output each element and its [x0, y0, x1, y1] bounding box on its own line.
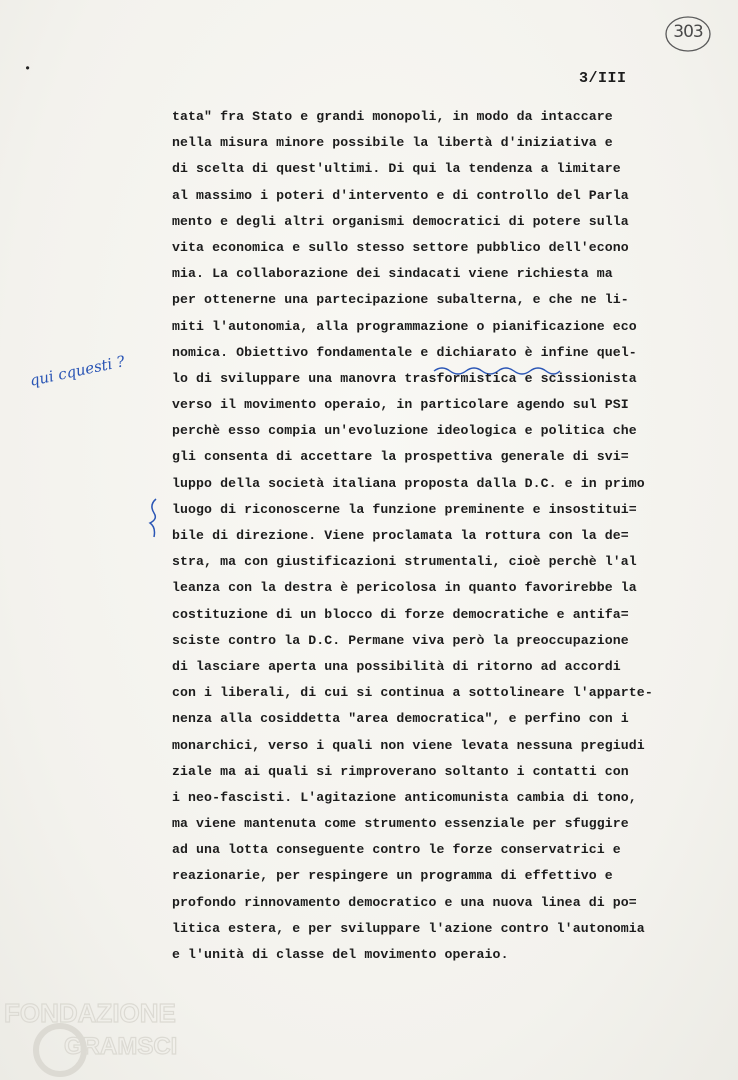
typed-body-text	[172, 104, 712, 968]
text-line: per ottenerne una partecipazione subalterna, e che ne li-	[172, 292, 629, 308]
text-line: di lasciare aperta una possibilità di ritorno ad accordi	[172, 658, 621, 674]
text-line: miti l'autonomia, alla programmazione o pianificazione eco	[172, 318, 637, 334]
watermark-line2: GRAMSCI	[64, 1033, 178, 1060]
folio-stamp	[664, 14, 712, 54]
text-line: luogo di riconoscerne la funzione preminente e insostitui=	[172, 501, 637, 517]
text-line: mento e degli altri organismi democratici di potere sulla	[172, 213, 629, 229]
page-number: 3/III	[579, 70, 627, 87]
text-line: con i liberali, di cui si continua a sottolineare l'apparte-	[172, 685, 653, 701]
text-line: nomica. Obiettivo fondamentale e dichiarato è infine quel-	[172, 344, 637, 360]
text-line: stra, ma con giustificazioni strumentali, cioè perchè l'al	[172, 554, 637, 570]
text-line: profondo rinnovamento democratico e una nuova linea di po=	[172, 894, 637, 910]
margin-bracket-annotation	[146, 497, 160, 539]
text-line: tata" fra Stato e grandi monopoli, in modo da intaccare	[172, 109, 613, 124]
text-line: vita economica e sullo stesso settore pubblico dell'econo	[172, 239, 629, 255]
text-line: ma viene mantenuta come strumento essenziale per sfuggire	[172, 816, 629, 832]
text-line: nella misura minore possibile la libertà d'iniziativa e	[172, 135, 613, 151]
text-line: e l'unità di classe del movimento operaio.	[172, 947, 509, 962]
text-line: mia. La collaborazione dei sindacati viene richiesta ma	[172, 266, 613, 282]
watermark-line1: FONDAZIONE	[4, 998, 176, 1028]
text-line: gli consenta di accettare la prospettiva generale di svi=	[172, 449, 629, 465]
text-line: sciste contro la D.C. Permane viva però la preoccupazione	[172, 632, 629, 648]
fondazione-gramsci-watermark	[0, 992, 230, 1080]
text-line: verso il movimento operaio, in particolare agendo sul PSI	[172, 397, 629, 413]
margin-dot: •	[24, 62, 32, 76]
handwritten-margin-note: qui cquesti ?	[28, 352, 127, 390]
text-line: i neo-fascisti. L'agitazione anticomunista cambia di tono,	[172, 789, 637, 805]
text-line: lo di sviluppare una manovra trasformistica e scissionista	[172, 370, 637, 386]
folio-number: 303	[673, 22, 703, 42]
text-line: di scelta di quest'ultimi. Di qui la tendenza a limitare	[172, 161, 621, 177]
text-line: luppo della società italiana proposta dalla D.C. e in primo	[172, 475, 645, 491]
text-line: al massimo i poteri d'intervento e di controllo del Parla	[172, 187, 629, 203]
text-line: nenza alla cosiddetta "area democratica", e perfino con i	[172, 711, 629, 727]
text-line: perchè esso compia un'evoluzione ideologica e politica che	[172, 423, 637, 439]
text-line: ad una lotta conseguente contro le forze conservatrici e	[172, 842, 621, 858]
text-line: reazionarie, per respingere un programma di effettivo e	[172, 868, 613, 884]
text-line: monarchici, verso i quali non viene levata nessuna pregiudi	[172, 737, 645, 753]
text-line: leanza con la destra è pericolosa in quanto favorirebbe la	[172, 580, 637, 596]
text-line: litica estera, e per sviluppare l'azione contro l'autonomia	[172, 920, 645, 936]
text-line: costituzione di un blocco di forze democratiche e antifa=	[172, 606, 629, 622]
text-line: bile di direzione. Viene proclamata la rottura con la de=	[172, 528, 629, 543]
text-line: ziale ma ai quali si rimproverano soltanto i contatti con	[172, 763, 629, 779]
